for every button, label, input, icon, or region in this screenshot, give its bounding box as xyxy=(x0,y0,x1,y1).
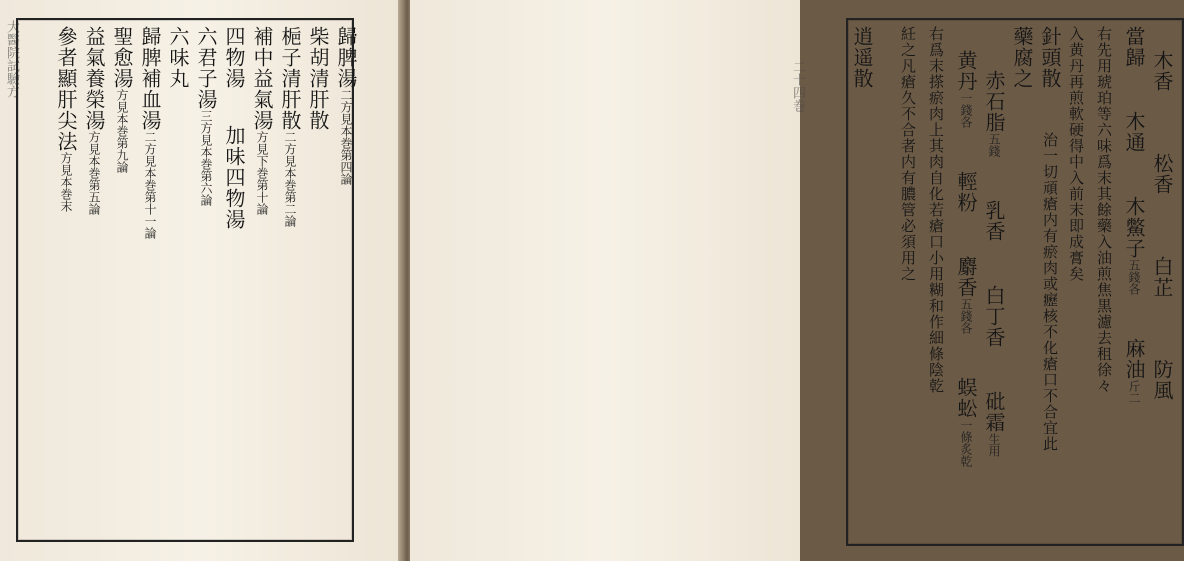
ingredient-row: 黄丹一錢各 輕粉 麝香五錢各 蜈蚣一條炙乾 xyxy=(954,50,978,467)
formula-entry: 聖愈湯方見本巻第九論 xyxy=(110,26,134,173)
formula-title: 逍遥散 xyxy=(850,26,874,89)
formula-entry: 參者顯肝尖法方見本巻末 xyxy=(54,26,78,212)
preparation-text: 右爲末搽瘀肉上其肉自化若瘡口小用糊和作細條陰乾 xyxy=(927,26,945,394)
left-edge-text: 大醫院試驗方 xyxy=(4,20,19,98)
left-page xyxy=(0,0,402,561)
formula-entry: 補中益氣湯方見下巻第十論 xyxy=(250,26,274,215)
ingredient-row: 木香 松香 白芷 防風 xyxy=(1150,50,1174,401)
preparation-text: 右先用琥珀等六味爲末其餘藥入油煎焦黒濾去租徐々 xyxy=(1095,26,1113,394)
right-edge-text: 二十四巻 xyxy=(790,60,805,112)
formula-entry: 歸脾湯二方見本巻第四論 xyxy=(334,26,358,185)
formula-entry: 四物湯加味四物湯 xyxy=(222,26,246,230)
ingredient-row: 當歸 木通 木鱉子五錢各 麻油斤二 xyxy=(1122,26,1146,404)
formula-entry: 益氣養榮湯方見本巻第五論 xyxy=(82,26,106,215)
right-page xyxy=(410,0,1174,561)
preparation-text: 紝之凡瘡久不合者内有膿管必須用之 xyxy=(899,26,917,282)
formula-title-continuation: 藥腐之 xyxy=(1010,26,1034,89)
formula-entry: 梔子清肝散二方見本巻第二論 xyxy=(278,26,302,227)
preparation-text: 入黄丹再煎軟硬得中入前末即成膏矣 xyxy=(1067,26,1085,282)
formula-entry: 柴胡清肝散 xyxy=(306,26,330,131)
formula-entry: 六君子湯三方見本巻第六論 xyxy=(194,26,218,206)
formula-title: 針頭散 治一切頑瘡内有瘀肉或癧核不化瘡口不合宜此 xyxy=(1038,26,1062,452)
formula-entry: 歸脾補血湯二方見本巻第十一論 xyxy=(138,26,162,239)
formula-entry: 六味丸 xyxy=(166,26,190,89)
right-page-frame xyxy=(846,18,1184,546)
ingredient-row: 赤石脂五錢 乳香 白丁香 砒霜生用 xyxy=(982,70,1006,457)
left-page-frame xyxy=(16,18,358,542)
